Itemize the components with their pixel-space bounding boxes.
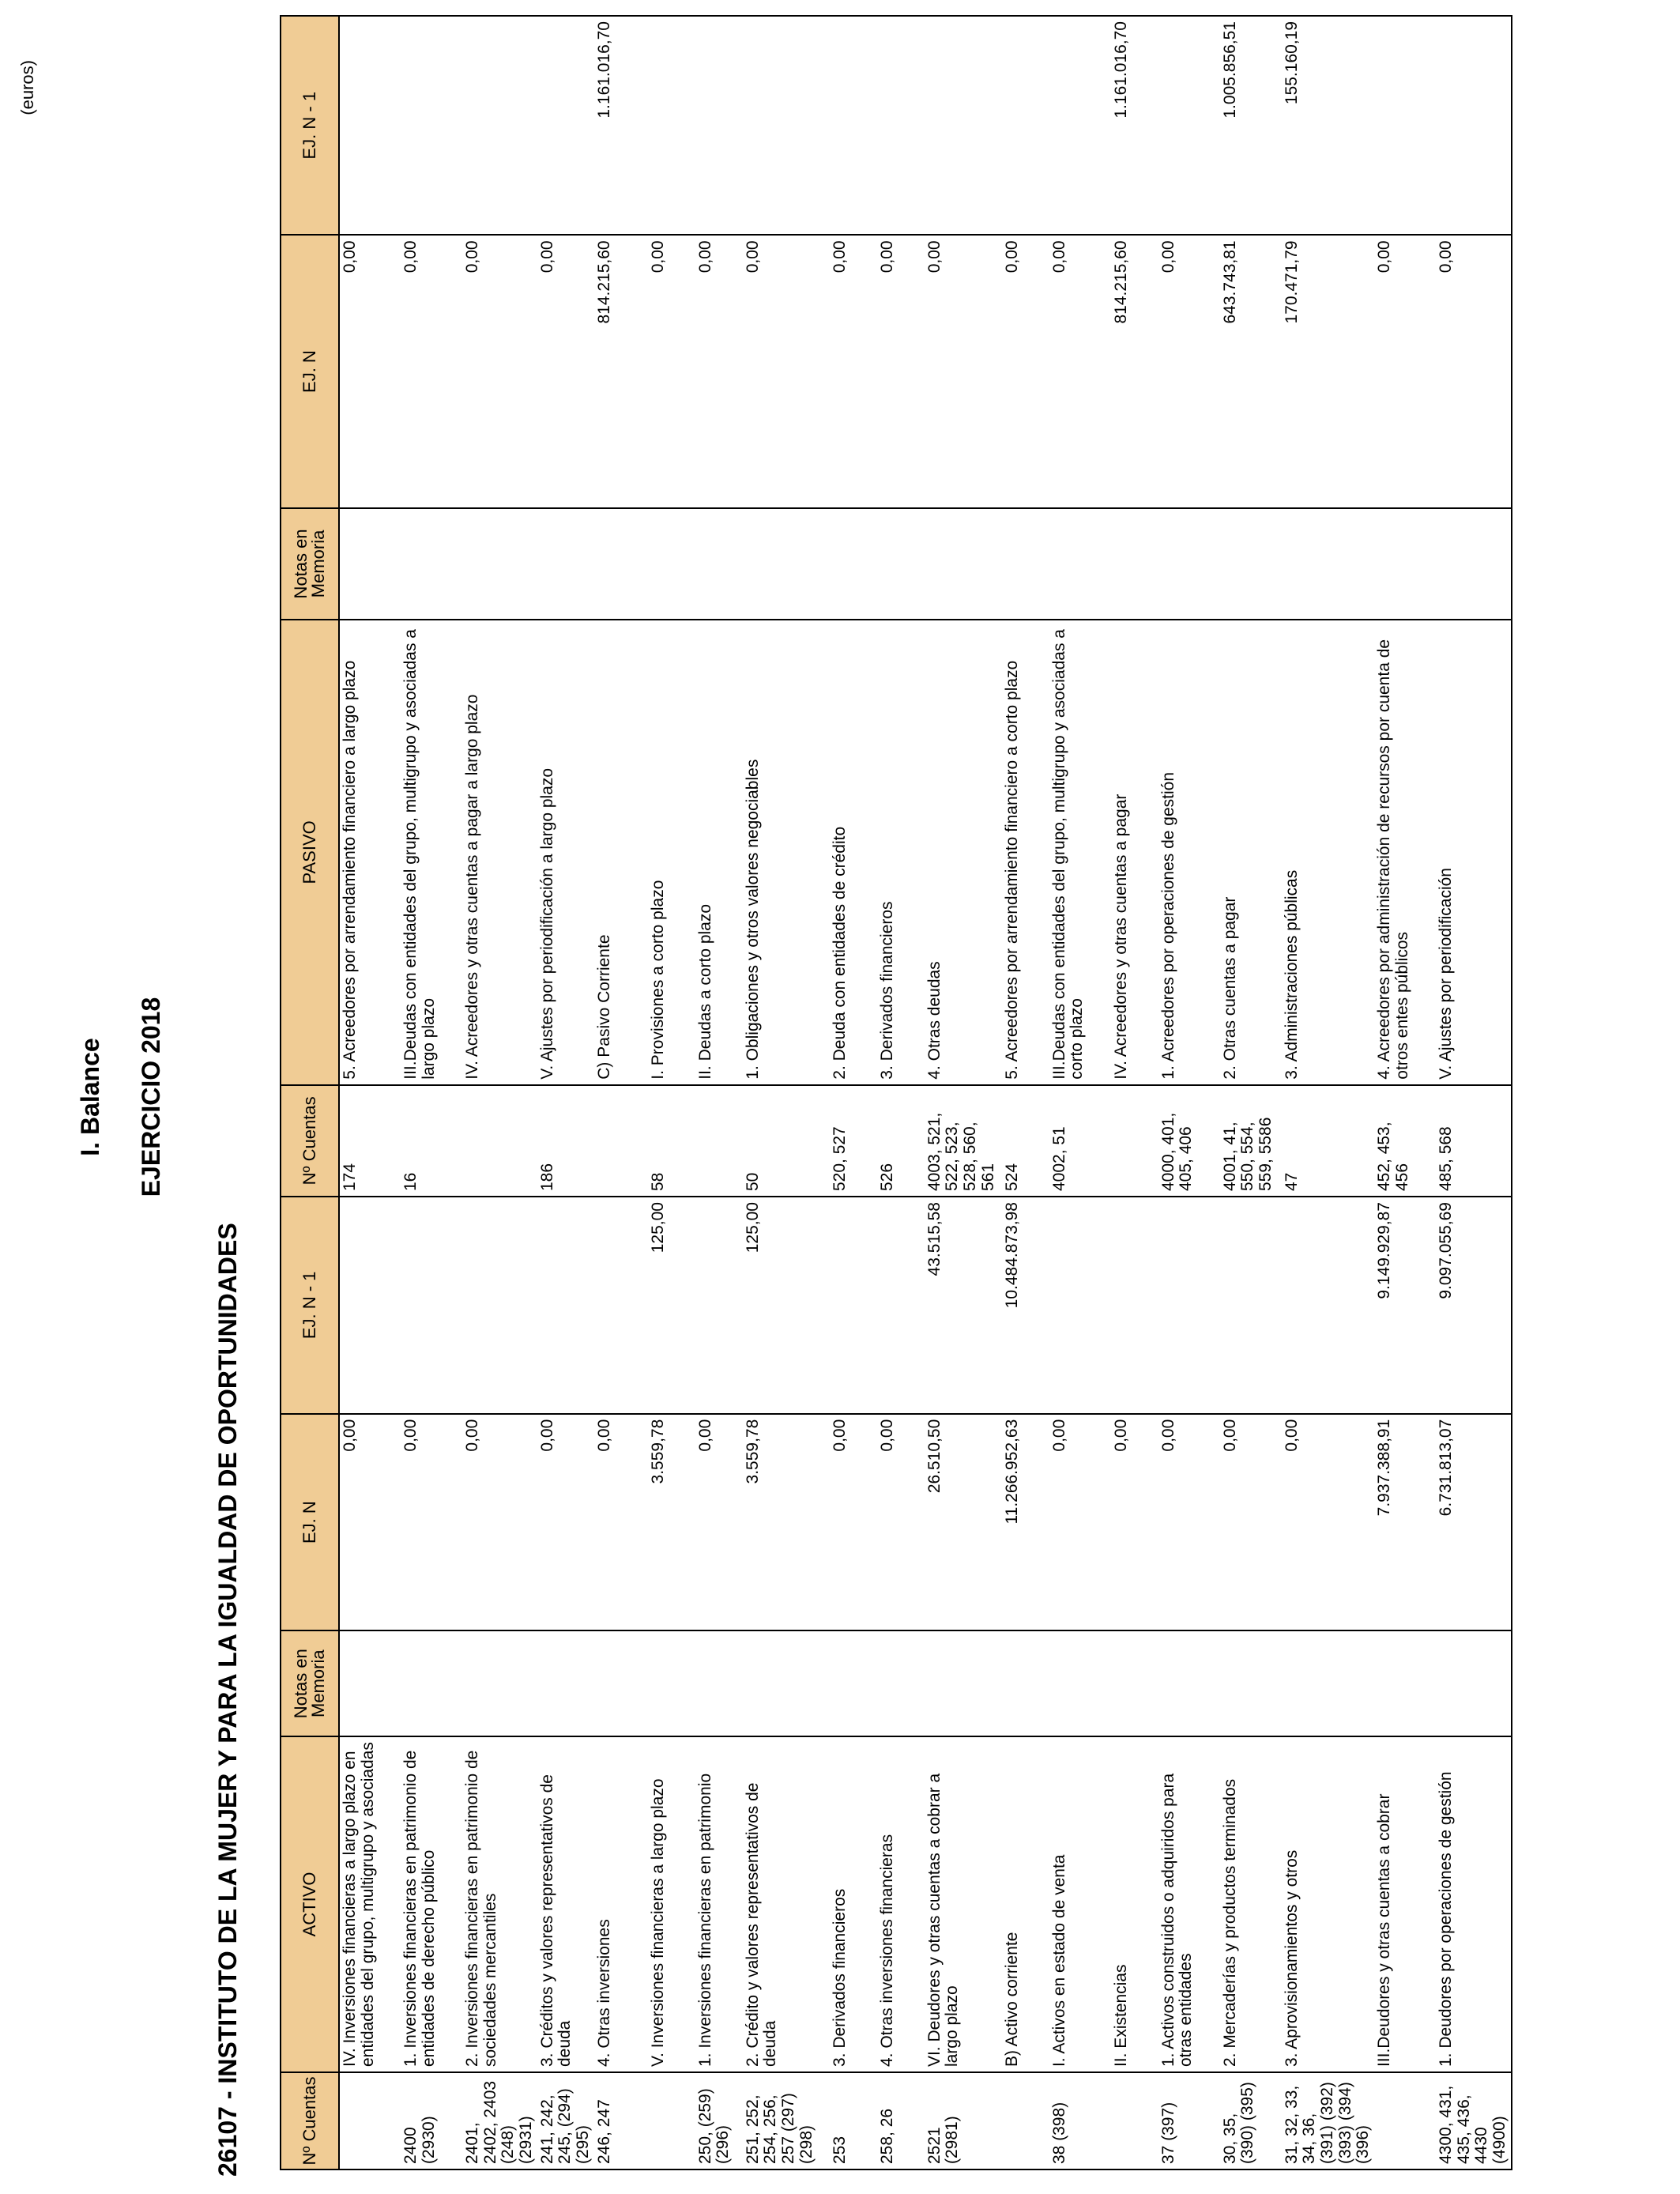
- pasivo-cuentas-cell: 452, 453, 456: [1374, 1085, 1436, 1197]
- pasivo-label-cell: 1. Obligaciones y otros valores negociables: [743, 620, 830, 1085]
- activo-ej-n-cell: 0,00: [1111, 1414, 1158, 1631]
- pasivo-cuentas-cell: 524: [1002, 1085, 1049, 1197]
- activo-label-cell: 1. Inversiones financieras en patrimonio de entidades de derecho público: [401, 1736, 462, 2072]
- pasivo-notas-cell: [695, 508, 743, 620]
- activo-ej-n1-cell: [1111, 1197, 1158, 1414]
- activo-cuentas-cell: 258, 26: [877, 2072, 925, 2169]
- activo-notas-cell: [1002, 1630, 1049, 1736]
- activo-ej-n1-cell: 10.484.873,98: [1002, 1197, 1049, 1414]
- activo-ej-n-cell: 6.731.813,07: [1436, 1414, 1512, 1631]
- pasivo-notas-cell: [877, 508, 925, 620]
- pasivo-label-cell: III.Deudas con entidades del grupo, multigrupo y asociadas a largo plazo: [401, 620, 462, 1085]
- activo-label-cell: B) Activo corriente: [1002, 1736, 1049, 2072]
- activo-ej-n-cell: 0,00: [830, 1414, 877, 1631]
- activo-ej-n-cell: 26.510,50: [925, 1414, 1002, 1631]
- activo-label-cell: 4. Otras inversiones financieras: [877, 1736, 925, 2072]
- table-row: [695, 16, 743, 2169]
- pasivo-label-cell: 5. Acreedores por arrendamiento financiero a largo plazo: [339, 620, 401, 1085]
- activo-ej-n-cell: 0,00: [339, 1414, 401, 1631]
- activo-cuentas-cell: 241, 242, 245, (294) (295): [537, 2072, 594, 2169]
- activo-cuentas-cell: 37 (397): [1158, 2072, 1220, 2169]
- activo-notas-cell: [648, 1630, 695, 1736]
- col-header-pasivo-notas: Notas en Memoria: [281, 508, 339, 620]
- pasivo-ej-n1-cell: [339, 16, 401, 235]
- pasivo-ej-n-cell: 814.215,60: [1111, 235, 1158, 507]
- pasivo-notas-cell: [1220, 508, 1282, 620]
- table-row: [1282, 16, 1374, 2169]
- pasivo-cuentas-cell: 50: [743, 1085, 830, 1197]
- pasivo-cuentas-cell: 174: [339, 1085, 401, 1197]
- pasivo-ej-n1-cell: [648, 16, 695, 235]
- pasivo-ej-n-cell: 0,00: [648, 235, 695, 507]
- pasivo-cuentas-cell: 4002, 51: [1049, 1085, 1111, 1197]
- pasivo-cuentas-cell: 526: [877, 1085, 925, 1197]
- pasivo-label-cell: 2. Deuda con entidades de crédito: [830, 620, 877, 1085]
- activo-ej-n-cell: 0,00: [877, 1414, 925, 1631]
- pasivo-ej-n1-cell: 155.160,19: [1282, 16, 1374, 235]
- pasivo-label-cell: IV. Acreedores y otras cuentas a pagar a largo plazo: [462, 620, 537, 1085]
- activo-label-cell: II. Existencias: [1111, 1736, 1158, 2072]
- activo-cuentas-cell: 31, 32, 33, 34, 36, (391) (392) (393) (394) (396): [1282, 2072, 1374, 2169]
- activo-notas-cell: [925, 1630, 1002, 1736]
- page-title: I. Balance: [76, 1038, 104, 1156]
- activo-notas-cell: [1436, 1630, 1512, 1736]
- pasivo-cuentas-cell: 16: [401, 1085, 462, 1197]
- pasivo-label-cell: III.Deudas con entidades del grupo, multigrupo y asociadas a corto plazo: [1049, 620, 1111, 1085]
- pasivo-label-cell: IV. Acreedores y otras cuentas a pagar: [1111, 620, 1158, 1085]
- pasivo-cuentas-cell: 58: [648, 1085, 695, 1197]
- activo-cuentas-cell: [1002, 2072, 1049, 2169]
- page-subtitle: EJERCICIO 2018: [137, 997, 165, 1197]
- activo-notas-cell: [743, 1630, 830, 1736]
- col-header-pasivo-cuentas: Nº Cuentas: [281, 1085, 339, 1197]
- pasivo-ej-n1-cell: [830, 16, 877, 235]
- pasivo-ej-n-cell: 170.471,79: [1282, 235, 1374, 507]
- pasivo-label-cell: 3. Administraciones públicas: [1282, 620, 1374, 1085]
- table-row: [537, 16, 594, 2169]
- pasivo-ej-n1-cell: [537, 16, 594, 235]
- activo-cuentas-cell: 246, 247: [594, 2072, 648, 2169]
- pasivo-ej-n-cell: 0,00: [1158, 235, 1220, 507]
- activo-cuentas-cell: [339, 2072, 401, 2169]
- activo-ej-n-cell: 7.937.388,91: [1374, 1414, 1436, 1631]
- activo-ej-n-cell: 0,00: [401, 1414, 462, 1631]
- activo-label-cell: I. Activos en estado de venta: [1049, 1736, 1111, 2072]
- activo-cuentas-cell: 30, 35, (390) (395): [1220, 2072, 1282, 2169]
- table-header-row: [281, 16, 339, 2169]
- pasivo-cuentas-cell: [695, 1085, 743, 1197]
- table-row: [877, 16, 925, 2169]
- table-row: [462, 16, 537, 2169]
- activo-notas-cell: [594, 1630, 648, 1736]
- activo-ej-n-cell: 0,00: [537, 1414, 594, 1631]
- activo-ej-n1-cell: [462, 1197, 537, 1414]
- pasivo-label-cell: 4. Otras deudas: [925, 620, 1002, 1085]
- activo-ej-n-cell: 3.559,78: [743, 1414, 830, 1631]
- table-row: [1049, 16, 1111, 2169]
- activo-ej-n-cell: 0,00: [1049, 1414, 1111, 1631]
- activo-cuentas-cell: 38 (398): [1049, 2072, 1111, 2169]
- pasivo-cuentas-cell: [594, 1085, 648, 1197]
- activo-cuentas-cell: 2400 (2930): [401, 2072, 462, 2169]
- pasivo-ej-n1-cell: [695, 16, 743, 235]
- activo-notas-cell: [1158, 1630, 1220, 1736]
- pasivo-notas-cell: [1049, 508, 1111, 620]
- pasivo-cuentas-cell: 520, 527: [830, 1085, 877, 1197]
- pasivo-notas-cell: [1002, 508, 1049, 620]
- activo-notas-cell: [830, 1630, 877, 1736]
- pasivo-cuentas-cell: [462, 1085, 537, 1197]
- activo-ej-n-cell: 0,00: [1158, 1414, 1220, 1631]
- table-row: [1220, 16, 1282, 2169]
- pasivo-notas-cell: [830, 508, 877, 620]
- col-header-activo: ACTIVO: [281, 1736, 339, 2072]
- col-header-pasivo: PASIVO: [281, 620, 339, 1085]
- col-header-activo-cuentas: Nº Cuentas: [281, 2072, 339, 2169]
- pasivo-cuentas-cell: 186: [537, 1085, 594, 1197]
- activo-ej-n1-cell: [877, 1197, 925, 1414]
- activo-notas-cell: [1282, 1630, 1374, 1736]
- activo-ej-n1-cell: [594, 1197, 648, 1414]
- table-row: [925, 16, 1002, 2169]
- pasivo-ej-n-cell: 0,00: [1374, 235, 1436, 507]
- activo-ej-n1-cell: [830, 1197, 877, 1414]
- pasivo-ej-n-cell: 643.743,81: [1220, 235, 1282, 507]
- pasivo-ej-n-cell: 0,00: [401, 235, 462, 507]
- pasivo-ej-n1-cell: [925, 16, 1002, 235]
- pasivo-ej-n1-cell: [1374, 16, 1436, 235]
- activo-ej-n1-cell: [1049, 1197, 1111, 1414]
- activo-cuentas-cell: [1374, 2072, 1436, 2169]
- pasivo-label-cell: 2. Otras cuentas a pagar: [1220, 620, 1282, 1085]
- pasivo-ej-n1-cell: 1.005.856,51: [1220, 16, 1282, 235]
- pasivo-ej-n-cell: 0,00: [1049, 235, 1111, 507]
- col-header-pasivo-ej-n1: EJ. N - 1: [281, 16, 339, 235]
- pasivo-ej-n-cell: 0,00: [830, 235, 877, 507]
- activo-cuentas-cell: [1111, 2072, 1158, 2169]
- table-row: [1436, 16, 1512, 2169]
- activo-notas-cell: [1111, 1630, 1158, 1736]
- table-row: [1111, 16, 1158, 2169]
- table-row: [1002, 16, 1049, 2169]
- pasivo-label-cell: 3. Derivados financieros: [877, 620, 925, 1085]
- activo-notas-cell: [1220, 1630, 1282, 1736]
- table-row: [1374, 16, 1436, 2169]
- activo-cuentas-cell: [648, 2072, 695, 2169]
- activo-ej-n1-cell: [1220, 1197, 1282, 1414]
- activo-label-cell: 2. Mercaderías y productos terminados: [1220, 1736, 1282, 2072]
- activo-notas-cell: [695, 1630, 743, 1736]
- activo-cuentas-cell: 251, 252, 254, 256, 257 (297) (298): [743, 2072, 830, 2169]
- pasivo-notas-cell: [743, 508, 830, 620]
- pasivo-label-cell: 5. Acreedores por arrendamiento financiero a corto plazo: [1002, 620, 1049, 1085]
- pasivo-ej-n-cell: 0,00: [339, 235, 401, 507]
- activo-cuentas-cell: 253: [830, 2072, 877, 2169]
- activo-cuentas-cell: 2521 (2981): [925, 2072, 1002, 2169]
- pasivo-ej-n-cell: 0,00: [695, 235, 743, 507]
- activo-notas-cell: [462, 1630, 537, 1736]
- pasivo-cuentas-cell: 4000, 401, 405, 406: [1158, 1085, 1220, 1197]
- pasivo-label-cell: V. Ajustes por periodificación a largo plazo: [537, 620, 594, 1085]
- table-row: [339, 16, 401, 2169]
- activo-ej-n-cell: 0,00: [695, 1414, 743, 1631]
- pasivo-notas-cell: [1374, 508, 1436, 620]
- pasivo-ej-n1-cell: [462, 16, 537, 235]
- activo-ej-n1-cell: 125,00: [743, 1197, 830, 1414]
- pasivo-ej-n1-cell: [877, 16, 925, 235]
- pasivo-cuentas-cell: 4003, 521, 522, 523, 528, 560, 561: [925, 1085, 1002, 1197]
- activo-ej-n1-cell: [1158, 1197, 1220, 1414]
- pasivo-notas-cell: [925, 508, 1002, 620]
- pasivo-ej-n-cell: 0,00: [1002, 235, 1049, 507]
- activo-ej-n1-cell: 9.097.055,69: [1436, 1197, 1512, 1414]
- units-label: (euros): [17, 60, 37, 115]
- activo-label-cell: 2. Inversiones financieras en patrimonio de sociedades mercantiles: [462, 1736, 537, 2072]
- table-row: [830, 16, 877, 2169]
- activo-ej-n1-cell: [339, 1197, 401, 1414]
- pasivo-ej-n1-cell: [401, 16, 462, 235]
- pasivo-ej-n1-cell: [1049, 16, 1111, 235]
- activo-ej-n-cell: 0,00: [1220, 1414, 1282, 1631]
- pasivo-ej-n1-cell: [1158, 16, 1220, 235]
- table-row: [743, 16, 830, 2169]
- pasivo-label-cell: 1. Acreedores por operaciones de gestión: [1158, 620, 1220, 1085]
- table-row: [1158, 16, 1220, 2169]
- activo-notas-cell: [339, 1630, 401, 1736]
- pasivo-notas-cell: [537, 508, 594, 620]
- pasivo-label-cell: C) Pasivo Corriente: [594, 620, 648, 1085]
- pasivo-label-cell: 4. Acreedores por administración de recursos por cuenta de otros entes públicos: [1374, 620, 1436, 1085]
- activo-label-cell: 4. Otras inversiones: [594, 1736, 648, 2072]
- activo-ej-n1-cell: 125,00: [648, 1197, 695, 1414]
- pasivo-ej-n-cell: 0,00: [462, 235, 537, 507]
- pasivo-notas-cell: [462, 508, 537, 620]
- activo-ej-n-cell: 11.266.952,63: [1002, 1414, 1049, 1631]
- pasivo-ej-n1-cell: [1436, 16, 1512, 235]
- activo-label-cell: 3. Derivados financieros: [830, 1736, 877, 2072]
- col-header-activo-ej-n1: EJ. N - 1: [281, 1197, 339, 1414]
- activo-label-cell: III.Deudores y otras cuentas a cobrar: [1374, 1736, 1436, 2072]
- activo-ej-n1-cell: [537, 1197, 594, 1414]
- pasivo-ej-n-cell: 0,00: [877, 235, 925, 507]
- activo-ej-n1-cell: 43.515,58: [925, 1197, 1002, 1414]
- pasivo-notas-cell: [1111, 508, 1158, 620]
- activo-ej-n-cell: 0,00: [1282, 1414, 1374, 1631]
- activo-notas-cell: [1374, 1630, 1436, 1736]
- pasivo-ej-n-cell: 0,00: [537, 235, 594, 507]
- pasivo-notas-cell: [1436, 508, 1512, 620]
- pasivo-notas-cell: [401, 508, 462, 620]
- pasivo-cuentas-cell: 485, 568: [1436, 1085, 1512, 1197]
- activo-cuentas-cell: 2401, 2402, 2403 (248) (2931): [462, 2072, 537, 2169]
- activo-notas-cell: [877, 1630, 925, 1736]
- pasivo-notas-cell: [648, 508, 695, 620]
- pasivo-ej-n1-cell: 1.161.016,70: [1111, 16, 1158, 235]
- pasivo-label-cell: II. Deudas a corto plazo: [695, 620, 743, 1085]
- pasivo-cuentas-cell: [1111, 1085, 1158, 1197]
- pasivo-ej-n-cell: 814.215,60: [594, 235, 648, 507]
- pasivo-cuentas-cell: 4001, 41, 550, 554, 559, 5586: [1220, 1085, 1282, 1197]
- activo-label-cell: IV. Inversiones financieras a largo plazo en entidades del grupo, multigrupo y asociadas: [339, 1736, 401, 2072]
- activo-cuentas-cell: 4300, 431, 435, 436, 4430 (4900): [1436, 2072, 1512, 2169]
- activo-ej-n1-cell: [1282, 1197, 1374, 1414]
- activo-ej-n1-cell: 9.149.929,87: [1374, 1197, 1436, 1414]
- pasivo-notas-cell: [1282, 508, 1374, 620]
- pasivo-label-cell: I. Provisiones a corto plazo: [648, 620, 695, 1085]
- activo-cuentas-cell: 250, (259) (296): [695, 2072, 743, 2169]
- activo-notas-cell: [401, 1630, 462, 1736]
- pasivo-label-cell: V. Ajustes por periodificación: [1436, 620, 1512, 1085]
- activo-notas-cell: [1049, 1630, 1111, 1736]
- pasivo-ej-n-cell: 0,00: [925, 235, 1002, 507]
- activo-ej-n-cell: 0,00: [594, 1414, 648, 1631]
- activo-label-cell: VI. Deudores y otras cuentas a cobrar a largo plazo: [925, 1736, 1002, 2072]
- col-header-pasivo-ej-n: EJ. N: [281, 235, 339, 507]
- activo-label-cell: 1. Activos construidos o adquiridos para otras entidades: [1158, 1736, 1220, 2072]
- activo-label-cell: 2. Crédito y valores representativos de deuda: [743, 1736, 830, 2072]
- pasivo-notas-cell: [339, 508, 401, 620]
- activo-ej-n-cell: 3.559,78: [648, 1414, 695, 1631]
- entity-title: 26107 - INSTITUTO DE LA MUJER Y PARA LA IGUALDAD DE OPORTUNIDADES: [213, 1223, 242, 2177]
- activo-label-cell: 3. Aprovisionamientos y otros: [1282, 1736, 1374, 2072]
- pasivo-cuentas-cell: 47: [1282, 1085, 1374, 1197]
- pasivo-ej-n1-cell: 1.161.016,70: [594, 16, 648, 235]
- pasivo-ej-n1-cell: [1002, 16, 1049, 235]
- table-row: [648, 16, 695, 2169]
- table-row: [594, 16, 648, 2169]
- pasivo-ej-n-cell: 0,00: [743, 235, 830, 507]
- activo-label-cell: 3. Créditos y valores representativos de deuda: [537, 1736, 594, 2072]
- activo-label-cell: V. Inversiones financieras a largo plazo: [648, 1736, 695, 2072]
- pasivo-notas-cell: [594, 508, 648, 620]
- pasivo-notas-cell: [1158, 508, 1220, 620]
- pasivo-ej-n1-cell: [743, 16, 830, 235]
- pasivo-ej-n-cell: 0,00: [1436, 235, 1512, 507]
- col-header-activo-notas: Notas en Memoria: [281, 1630, 339, 1736]
- table-row: [401, 16, 462, 2169]
- activo-label-cell: 1. Inversiones financieras en patrimonio: [695, 1736, 743, 2072]
- activo-notas-cell: [537, 1630, 594, 1736]
- activo-ej-n-cell: 0,00: [462, 1414, 537, 1631]
- balance-table: [280, 15, 1512, 2170]
- activo-label-cell: 1. Deudores por operaciones de gestión: [1436, 1736, 1512, 2072]
- col-header-activo-ej-n: EJ. N: [281, 1414, 339, 1631]
- activo-ej-n1-cell: [401, 1197, 462, 1414]
- activo-ej-n1-cell: [695, 1197, 743, 1414]
